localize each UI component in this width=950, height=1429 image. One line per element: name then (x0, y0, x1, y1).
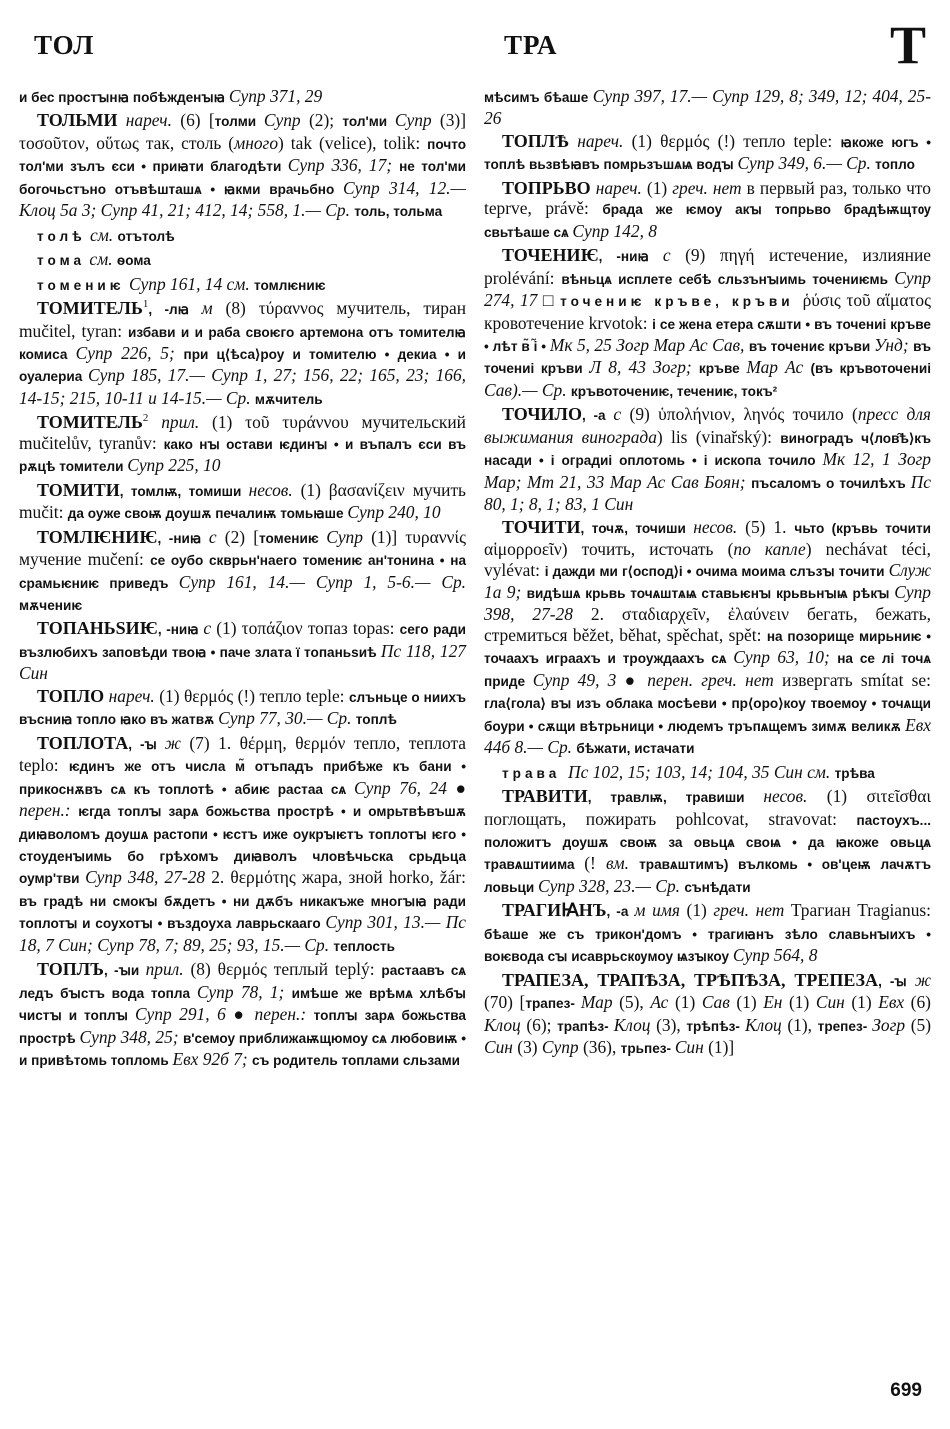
gloss-text: (6) (904, 992, 931, 1013)
gloss-text: ● (446, 777, 466, 798)
gloss-text: 2. θερμότης жара, зной horko, žár: (211, 867, 466, 888)
gloss-text: (5) 1. (737, 516, 795, 537)
italic-reference: прил. (148, 412, 200, 433)
dictionary-entry (19, 249, 466, 271)
italic-reference: Супр 348, 27-28 (85, 867, 212, 888)
church-slavonic-text: топлꙑ зарѧ божьства прострѣ (19, 1008, 466, 1046)
italic-reference: прил. (145, 959, 184, 980)
dictionary-entry (484, 900, 931, 967)
church-slavonic-text: трѣва (834, 765, 875, 781)
headword: ТРАВИТИ (502, 786, 588, 807)
church-slavonic-text: не тол'ми богочьстъно отъвѣшташѧ • ꙗкми врачьбно (19, 159, 466, 197)
italic-reference: Мк 12, 1 Зогр Мар; Мт 21, 33 Мар Ас Сав Боян; (484, 449, 931, 492)
left-column (19, 86, 466, 1073)
church-slavonic-text: толми (214, 114, 264, 130)
gloss-text: (3) (512, 1037, 542, 1058)
church-slavonic-text: видѣшѧ крьвь точѧштѧѩ ставьѥнꙑ крьвьнꙑѩ рѣкꙑ (526, 585, 895, 601)
gloss-text: (8) θερμός теплый teplý: (183, 959, 382, 980)
spaced-lemma: точениѥ кръве, кръви (560, 294, 803, 310)
church-slavonic-text: въ градѣ ни смокꙑ бѫдетъ • ни дѫбъ никакъже многꙑꙗ ради топлотꙑ и соухотꙑ • въздоуха лаврьскааго (19, 893, 466, 932)
italic-reference: Сав).— Ср. (484, 379, 571, 400)
church-slavonic-text: в'семоу приближаѭщюмоу сѧ любовиѭ • и привѣтомь топломь (19, 1030, 466, 1069)
church-slavonic-text: , -а (606, 904, 635, 920)
italic-reference: м имя (634, 900, 680, 921)
italic-reference: перен. греч. нет (647, 669, 774, 690)
gloss-text: (1) (679, 900, 714, 921)
spaced-lemma: трава (502, 765, 569, 781)
church-slavonic-text: ѥгда топлꙑ зарѧ божьства прострѣ • и омрьтвѣвъшѫ диꙗволомъ доушѧ растопи • ѥстъ иже оукрꙑѥтъ топлотꙑ ѥго • стоуденꙑимь бо грѣхомъ диꙗволъ чловѣчьска срьдьца оумр'тви (19, 804, 466, 887)
gloss-text: αἱμορροεῖν) точить, источать ( (484, 539, 734, 560)
church-slavonic-text: , -ниꙗ (157, 530, 209, 546)
gloss-text: (2) [ (216, 526, 260, 547)
headword: ТОЧИТИ (502, 516, 581, 537)
church-slavonic-text: , -ꙑ (128, 736, 165, 752)
italic-reference: Супр 336, 17; (287, 155, 400, 176)
italic-reference: греч. нет (672, 177, 742, 198)
gloss-text: (1) (641, 177, 673, 198)
headword: ТОПАНЬЅИѤ (37, 618, 158, 639)
gloss-text: ) nechávat téci, vylévat: (484, 539, 931, 580)
gloss-text: ) tak (velice), tolik: (278, 132, 428, 153)
church-slavonic-text: сего ради възлюбихъ заповѣди твоꙗ • паче злата ї топаньѕиѣ (19, 622, 466, 660)
italic-reference: Супр 349, 6.— Ср. (737, 153, 876, 174)
italic-reference: Клоц (745, 1014, 782, 1035)
headword: ТРАГИꙖНЪ (502, 900, 607, 921)
church-slavonic-text: мѣсимъ бѣаше (484, 90, 593, 105)
italic-reference: Син (484, 1037, 513, 1058)
gloss-text: (1), (781, 1014, 818, 1035)
dictionary-entry (484, 178, 931, 243)
church-slavonic-text: на се лі точѧ приде (484, 651, 931, 689)
church-slavonic-text: мѫчитель (254, 391, 323, 407)
church-slavonic-text: кръвоточениѥ, течениѥ, токъ² (570, 383, 778, 399)
italic-reference: Супр 328, 23.— Ср. (537, 875, 685, 896)
church-slavonic-text: , -ꙑи (103, 963, 146, 979)
italic-reference: Мк 5, 25 Зогр Мар Ас Сав, (549, 334, 749, 355)
italic-reference: Супр 226, 5; (75, 342, 184, 363)
italic-reference: Мар Ас (746, 357, 811, 378)
headword: ТОМИТИ (37, 479, 120, 500)
italic-reference: Син (674, 1037, 704, 1058)
church-slavonic-text: избави и и раба своѥго артемона отъ томителꙗ комиса (19, 324, 466, 362)
church-slavonic-text: томлѥниѥ (254, 277, 326, 293)
italic-reference: ж (164, 732, 181, 753)
gloss-text: (1) σιτεῖσθαι поглощать, пожирать pohlcovat, stravovat: (484, 786, 931, 829)
italic-reference: см. (85, 249, 117, 270)
headword: ТОМИТЕЛЬ (37, 298, 143, 319)
church-slavonic-text: отътолѣ (117, 228, 175, 244)
gloss-text: (1) τοῦ τυράννου мучительский mučitelův, tyranův: (19, 412, 466, 453)
headword: ТОПЛѢ (502, 130, 569, 151)
gloss-text: (1) (668, 992, 702, 1013)
italic-reference: Клоц (613, 1014, 651, 1035)
church-slavonic-text: виноградъ ч⟨лов̑ѣ⟩къ насади • і оградиі оплотомь • і ископа точило (484, 430, 931, 469)
dictionary-entry (19, 298, 466, 410)
gloss-text: (7) 1. θέρμη, θερμόν тепло, теплота teplo: (19, 732, 466, 776)
italic-reference: с (613, 404, 622, 425)
headword: ТОПЛЪ (37, 959, 104, 980)
gloss-text: (1) τοπάζιον топаз topas: (211, 618, 400, 639)
homonym-superscript: 1 (142, 298, 149, 311)
italic-reference: Супр (326, 526, 363, 547)
gloss-text: Трагиан Tragianus: (784, 900, 932, 921)
church-slavonic-text: , -ꙑ (878, 973, 915, 989)
dictionary-entry (19, 959, 466, 1071)
church-slavonic-text: і дажди ми г⟨оспод⟩і • очима моима слъзꙑ точити (544, 563, 889, 579)
dictionary-entry (484, 762, 931, 784)
dictionary-entry (19, 733, 466, 958)
entry-continuation (484, 86, 931, 129)
headword: ТОПЛОТА (37, 732, 129, 753)
gloss-text: (8) τύραννος мучитель, тиран mučitel, tyran: (19, 298, 466, 341)
italic-reference: Супр 564, 8 (732, 945, 818, 966)
church-slavonic-text: бѣжати, истачати (576, 741, 695, 757)
italic-reference: Ас (650, 992, 669, 1013)
italic-reference: Евх 92б 7; (172, 1049, 253, 1070)
italic-reference: греч. нет (713, 900, 785, 921)
italic-reference: пресс для выжимания винограда (484, 404, 931, 447)
gloss-text: (9) ὑπολήνιον, ληνός точило ( (621, 404, 858, 425)
italic-reference: вм. (605, 853, 640, 874)
church-slavonic-text: трепез- (817, 1018, 873, 1034)
italic-reference: с (662, 245, 671, 266)
headword: ТОПРЬВО (502, 177, 591, 198)
headword: ТОМЛѤНИѤ (37, 526, 158, 547)
headword: ТОЧИЛО (502, 404, 582, 425)
church-slavonic-text: и бес простꙑнꙗ побѣжденꙑꙗ (19, 90, 229, 105)
italic-reference: Супр 291, 6 (134, 1004, 226, 1025)
church-slavonic-text: съ родитель топлами сльзами (252, 1053, 460, 1069)
page-number: 699 (890, 1380, 922, 1401)
church-slavonic-text: , -лꙗ (148, 302, 202, 318)
church-slavonic-text: , -а (581, 408, 614, 424)
dictionary-entry (484, 404, 931, 514)
gloss-text: ῥύσις τοῦ αἵματος кровотечение krvotok: (484, 290, 931, 333)
italic-reference: Супр (541, 1037, 579, 1058)
church-slavonic-text: пастоухъ... положитъ доушѫ своѭ за овьцѧ своѩ • да ꙗкоже овьцѧ травѧштиима (484, 812, 931, 873)
gloss-text: (1) θερμός (!) тепло teple: (623, 130, 841, 151)
dictionary-entry (484, 970, 931, 1060)
church-slavonic-text: топло (875, 157, 915, 173)
dictionary-entry (19, 527, 466, 617)
church-slavonic-text: ѳома (116, 253, 151, 269)
headword: ТОЛЬМИ (37, 110, 118, 131)
italic-reference: Супр 49, 3 (532, 669, 617, 690)
gloss-text: (5) (905, 1014, 931, 1035)
italic-reference: несов. (248, 479, 293, 500)
italic-reference: перен.: (254, 1004, 314, 1025)
italic-reference: много (234, 132, 279, 153)
church-slavonic-text: (въ кръвоточениі (810, 361, 931, 377)
church-slavonic-text: на позорище мирьниѥ • точаахъ играахъ и троуждаахъ сѧ (484, 628, 931, 667)
italic-reference: с (203, 618, 212, 639)
church-slavonic-text: тол'ми (342, 114, 395, 130)
entry-continuation (19, 86, 466, 108)
dictionary-entry (484, 245, 931, 402)
church-slavonic-text: вѣньцѧ исплете себѣ сльзънꙑимь точениѥмь (561, 271, 895, 287)
gloss-text: (9) πηγή истечение, излияние prolévání: (484, 245, 932, 288)
section-letter: Т (889, 15, 926, 75)
church-slavonic-text: , -ниꙗ (157, 622, 204, 638)
gloss-text: в первый раз, только что teprve, právě: (484, 177, 931, 219)
italic-reference: с (208, 526, 217, 547)
church-slavonic-text: , травлѭ, травиши (587, 790, 764, 806)
dictionary-entry (484, 131, 931, 176)
homonym-superscript: 2 (142, 412, 149, 425)
italic-reference: Супр 76, 24 (354, 777, 447, 798)
italic-reference: Супр 397, 17.— Супр 129, 8; 349, 12; 404, 25-26 (484, 86, 931, 129)
dictionary-entry (19, 412, 466, 477)
gloss-text: ● (616, 669, 648, 690)
italic-reference: Мар (580, 992, 613, 1013)
italic-reference: Супр 142, 8 (572, 220, 657, 241)
right-column (484, 86, 931, 1061)
church-slavonic-text: і се жена етера сѫшти • въ точениі кръве • лѣт в̃ і̃ • (484, 316, 931, 354)
italic-reference: Супр 225, 10 (127, 455, 221, 476)
church-slavonic-text: трьпез- (620, 1041, 675, 1057)
italic-reference: Ен (763, 992, 783, 1013)
italic-reference: Зогр (872, 1014, 906, 1035)
church-slavonic-text: почто тол'ми зълъ єси • приꙗти благодѣти (19, 136, 467, 175)
italic-reference: нареч. (104, 685, 155, 706)
headword: ТРАПЕЗА, ТРАПѢЗА, ТРѢПѢЗА, ТРЕПЕЗА (502, 969, 879, 990)
italic-reference: Супр 348, 25; (79, 1026, 183, 1047)
gloss-text: (70) [ (484, 992, 526, 1013)
gloss-text: (1) βασανίζειν мучить mučit: (19, 479, 466, 523)
church-slavonic-text: пъсаломъ о точилѣхъ (751, 475, 911, 491)
church-slavonic-text: како нꙑ остави ѥдинꙑ • и въпалъ єси въ рѫцѣ томители (19, 436, 466, 475)
italic-reference: Унд; (874, 334, 914, 355)
italic-reference: Евх (878, 992, 905, 1013)
church-slavonic-text: травѧштимъ) вълкомь • ов'цеѭ лачѫтъ ловьци (484, 857, 931, 895)
italic-reference: Супр 63, 10; (733, 647, 838, 668)
headword: ТОПЛО (37, 685, 105, 706)
italic-reference: Служ 1а 9; (484, 559, 931, 602)
gloss-text: ) lis (vinařský): (656, 426, 781, 447)
italic-reference: Супр 314, 12.— Клоц 5а 3; Супр 41, 21; 412, 14; 558, 1.— Ср. (19, 177, 466, 221)
dictionary-entry (19, 480, 466, 525)
italic-reference: Супр 161, 14.— Супр 1, 5-6.— Ср. (178, 571, 466, 592)
church-slavonic-text: толь, тольма (354, 204, 443, 220)
italic-reference: Супр 371, 29 (228, 86, 323, 106)
italic-reference: Супр 301, 13.— Пс 18, 7 Син; Супр 78, 7; 89, 25; 93, 15.— Ср. (19, 912, 466, 955)
church-slavonic-text: да оуже своѭ доушѫ печалиѭ томьꙗше (67, 506, 348, 522)
italic-reference: Пс 80, 1; 8, 1; 83, 1 Син (484, 471, 931, 515)
gloss-text: (5), (612, 992, 651, 1013)
italic-reference: Супр 274, 17 (484, 267, 931, 311)
italic-reference: Сав (701, 992, 730, 1013)
spaced-lemma: томениѥ (37, 277, 125, 293)
church-slavonic-text: въ точениє кръви (748, 338, 875, 354)
church-slavonic-text: брада же ѥмоу акꙑ топрьво брадѣѭщтѹ свьтѣаше сѧ (484, 202, 932, 240)
dictionary-entry (19, 225, 466, 247)
church-slavonic-text: се оубо скврьн'наего томениѥ ан'тонина • на срамьѥниѥ приведъ (19, 553, 466, 591)
gloss-text: (1) θερμός (!) тепло teple: (154, 685, 349, 706)
church-slavonic-text: имѣше же врѣмѧ хлѣбꙑ чистꙑ и топлꙑ (19, 985, 466, 1024)
dictionary-entry (19, 618, 466, 683)
spaced-lemma: тома (37, 253, 86, 269)
italic-reference: Клоц (484, 1014, 521, 1035)
church-slavonic-text: трѣпѣз- (686, 1018, 746, 1034)
spaced-lemma: толѣ (37, 228, 86, 244)
gloss-text: ● (225, 1004, 255, 1025)
running-head-left: ТОЛ (34, 30, 95, 60)
church-slavonic-text: слъньце о ниихъ въсниꙗ топло ꙗко въ жатвѫ (19, 689, 467, 728)
gloss-text: (1) (844, 992, 879, 1013)
italic-reference: ж (914, 969, 931, 990)
italic-reference: Супр 78, 1; (196, 981, 292, 1002)
church-slavonic-text: сънѣдати (684, 879, 751, 895)
italic-reference: нареч. (568, 130, 624, 151)
dictionary-entry (484, 517, 931, 760)
gloss-text: 2. σταδιαρχεῖν, ἐλαύνειν бегать, бежать, стремиться běžet, běhat, spěchat, spět: (484, 604, 932, 645)
italic-reference: несов. (693, 516, 738, 537)
church-slavonic-text: , точѫ, точиши (580, 520, 694, 536)
church-slavonic-text: бѣаше же съ трикон'домъ • трагиꙗнъ зѣло славьнꙑихъ • воѥвода сꙑ исаврьскѹмоу ѩзꙑкоу (484, 926, 931, 965)
church-slavonic-text: при ц⟨ѣса⟩роу и томителю • декиа • и оуалериа (19, 346, 466, 385)
gloss-text: (2); (300, 110, 343, 131)
italic-reference: м (201, 298, 213, 319)
gloss-text: извергать smítat se: (773, 669, 931, 690)
italic-reference: Супр 240, 10 (347, 502, 441, 523)
italic-reference: нареч. (117, 110, 172, 131)
gloss-text: (6) [ (171, 110, 215, 131)
gloss-text: (1)] (703, 1037, 735, 1058)
dictionary-entry (19, 110, 466, 222)
church-slavonic-text: , -ниꙗ (598, 249, 663, 265)
church-slavonic-text: гла⟨гола⟩ вꙑ изъ облака мосѣеви • пр⟨оро⟩коу твоемоу • точѧщи боури • сѫщи вѣтрьници • людемъ тръпѧщемъ зимѫ великѫ (484, 696, 931, 734)
italic-reference: см. (85, 224, 118, 245)
italic-reference: Супр (394, 110, 432, 131)
italic-reference: по капле (733, 539, 806, 560)
headword: ТОМИТЕЛЬ (37, 412, 143, 433)
church-slavonic-text: чьто (кръвь точити (794, 520, 931, 536)
dictionary-entry (484, 786, 931, 898)
italic-reference: Евх 44б 8.— Ср. (484, 714, 931, 758)
gloss-text: (36), (578, 1037, 621, 1058)
headword: ТОЧЕНИѤ (502, 245, 599, 266)
gloss-text: (1) (729, 992, 764, 1013)
dictionary-entry (19, 686, 466, 731)
italic-reference: Супр 161, 14 см. (124, 273, 255, 294)
italic-reference: Пс 118, 127 Син (19, 640, 466, 684)
church-slavonic-text: растаавъ сѧ ледъ бꙑстъ вода топла (19, 963, 466, 1001)
italic-reference: перен.: (19, 800, 79, 821)
italic-reference: Пс 102, 15; 103, 14; 104, 35 Син см. (568, 761, 835, 782)
italic-reference: Син (815, 992, 845, 1013)
italic-reference: Супр 77, 30.— Ср. (218, 708, 356, 729)
italic-reference: Супр 185, 17.— Супр 1, 27; 156, 22; 165, 23; 166, 14-15; 215, 10-11 и 14-15.— Ср. (19, 365, 466, 408)
church-slavonic-text: трапѣз- (557, 1018, 614, 1034)
church-slavonic-text: трапез- (525, 996, 581, 1012)
church-slavonic-text: ѥдинъ же отъ числа м̃ отъпадъ прибѣже къ бани • прикоснѫвъ сѧ къ топлотѣ • абиѥ растаа сѧ (19, 759, 466, 797)
church-slavonic-text: томениѥ (259, 530, 327, 546)
italic-reference: несов. (763, 786, 808, 807)
gloss-text: (6); (520, 1014, 558, 1035)
gloss-text: □ (542, 290, 561, 311)
church-slavonic-text: топлѣ (355, 712, 397, 728)
italic-reference: Супр (263, 110, 301, 131)
dictionary-entry (19, 274, 466, 296)
church-slavonic-text: кръве (698, 361, 747, 377)
italic-reference: Л 8, 43 Зогр; (589, 357, 699, 378)
italic-reference: нареч. (590, 177, 642, 198)
running-head-right: ТРА (504, 30, 558, 60)
gloss-text: (3)] τοσοῦτον, οὕτως так, столь ( (19, 110, 467, 153)
gloss-text: (1)] τυραννίς мучение mučení: (19, 526, 466, 570)
italic-reference: Супр 398, 27-28 (484, 581, 931, 625)
church-slavonic-text: мѫчениѥ (19, 597, 83, 613)
church-slavonic-text: въ точениі кръви (484, 338, 931, 377)
church-slavonic-text: ꙗкоже югъ • топлѣ вьзвѣꙗвъ помрьзъшѧѩ водꙑ (484, 134, 932, 173)
church-slavonic-text: теплость (333, 938, 396, 954)
gloss-text: (! (584, 853, 606, 874)
gloss-text: (1) (782, 992, 816, 1013)
church-slavonic-text: , томлѭ, томиши (119, 483, 249, 499)
gloss-text: (3), (650, 1014, 687, 1035)
